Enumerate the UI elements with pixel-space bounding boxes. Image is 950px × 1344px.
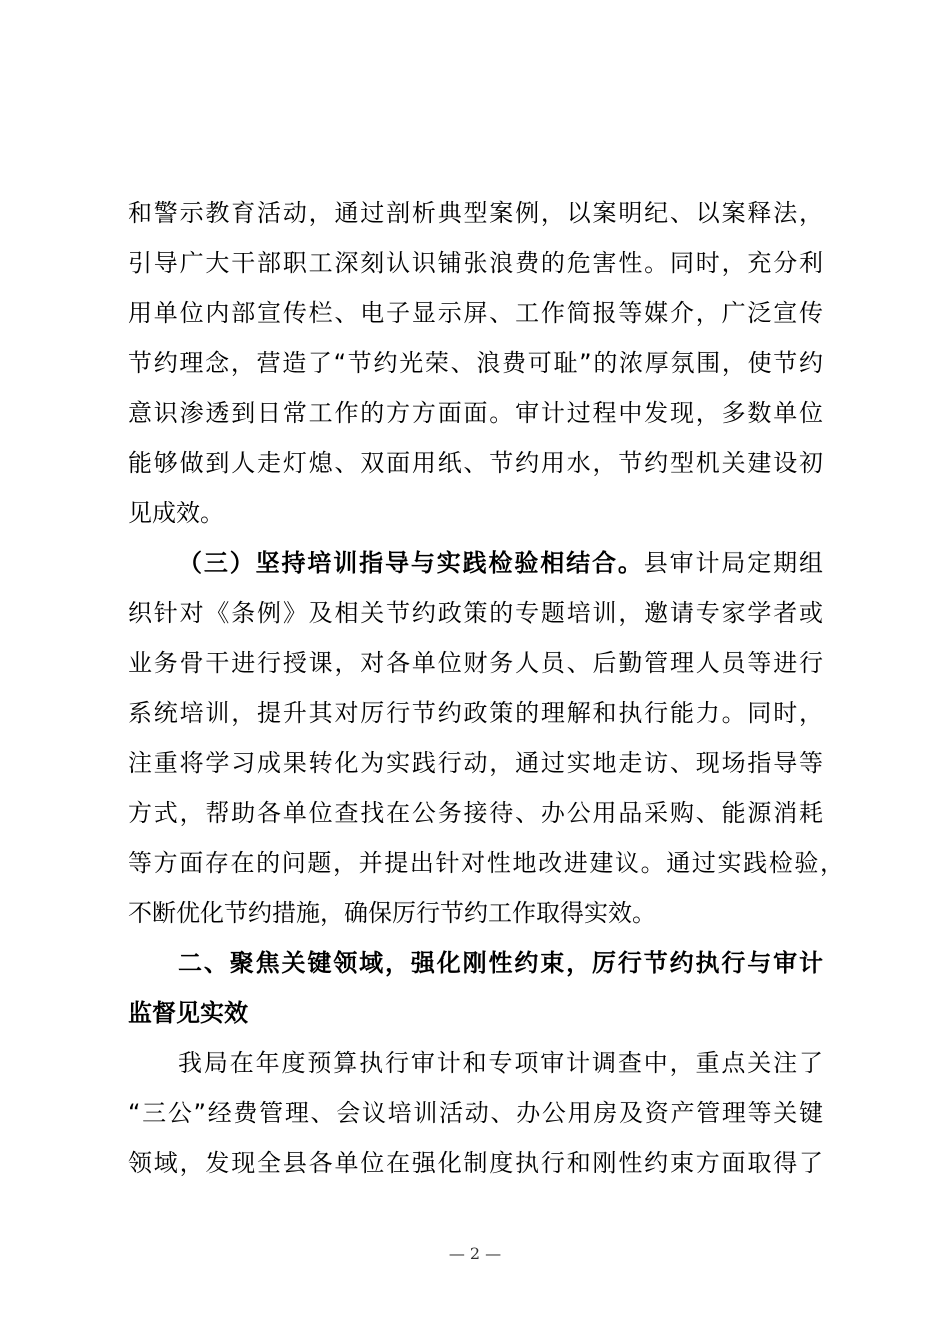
text-line: 意识渗透到日常工作的方方面面。审计过程中发现，多数单位 (128, 399, 823, 427)
subsection-heading: （三）坚持培训指导与实践检验相结合。 (178, 549, 644, 577)
text-line: 不断优化节约措施，确保厉行节约工作取得实效。 (128, 899, 656, 927)
text-line: 方式，帮助各单位查找在公务接待、办公用品采购、能源消耗 (128, 799, 823, 827)
text-line: 和警示教育活动，通过剖析典型案例，以案明纪、以案释法， (128, 199, 823, 227)
text-line: 领域，发现全县各单位在强化制度执行和刚性约束方面取得了 (128, 1149, 823, 1177)
text-line: 用单位内部宣传栏、电子显示屏、工作简报等媒介，广泛宣传 (128, 299, 823, 327)
text-line: 我局在年度预算执行审计和专项审计调查中，重点关注了 (178, 1049, 823, 1077)
text-line: 系统培训，提升其对厉行节约政策的理解和执行能力。同时， (128, 699, 823, 727)
text-line: “三公”经费管理、会议培训活动、办公用房及资产管理等关键 (128, 1099, 823, 1127)
section-heading: 二、聚焦关键领域，强化刚性约束，厉行节约执行与审计 (178, 949, 823, 977)
text-line: 见成效。 (128, 499, 224, 527)
text-span: 县审计局定期组 (643, 549, 823, 577)
text-line: 等方面存在的问题，并提出针对性地改进建议。通过实践检验， (128, 849, 844, 877)
paragraph-first-line (178, 538, 823, 588)
text-line: 注重将学习成果转化为实践行动，通过实地走访、现场指导等 (128, 749, 823, 777)
text-line: 织针对《条例》及相关节约政策的专题培训，邀请专家学者或 (128, 599, 823, 627)
section-heading: 监督见实效 (128, 999, 248, 1027)
text-line: 业务骨干进行授课，对各单位财务人员、后勤管理人员等进行 (128, 649, 823, 677)
text-line: 引导广大干部职工深刻认识铺张浪费的危害性。同时，充分利 (128, 249, 823, 277)
text-line: 节约理念，营造了“节约光荣、浪费可耻”的浓厚氛围，使节约 (128, 349, 823, 377)
page-number: — 2 — (448, 1244, 502, 1263)
text-line: 能够做到人走灯熄、双面用纸、节约用水，节约型机关建设初 (128, 449, 823, 477)
